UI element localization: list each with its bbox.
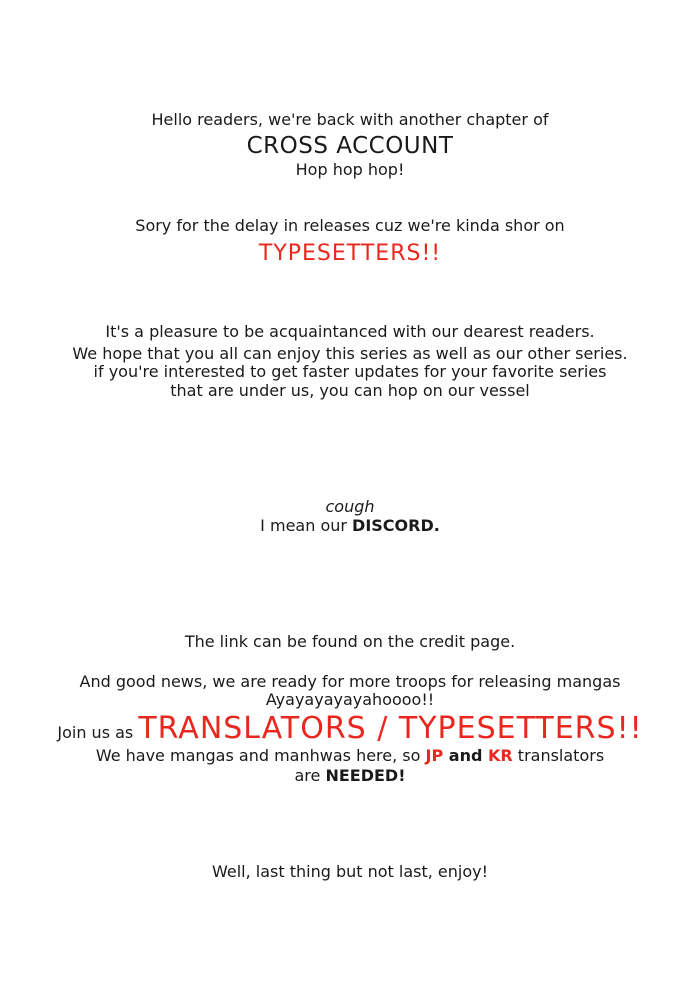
greeting-text: Hello readers, we're back with another chapter of (151, 110, 549, 129)
needed-line (0, 766, 700, 786)
hop-text: Hop hop hop! (295, 160, 405, 179)
pleasure-line-4: that are under us, you can hop on our vessel (170, 381, 530, 400)
discord-prefix: I mean our (260, 516, 353, 535)
mangas-prefix: We have mangas and manhwas here, so (95, 746, 426, 765)
discord-line (0, 516, 700, 536)
pleasure-line-1: It's a pleasure to be acquaintanced with our dearest readers. (105, 322, 595, 341)
pleasure-line-3: if you're interested to get faster updates for your favorite series (93, 362, 607, 381)
kr-label: KR (487, 746, 513, 765)
link-text: The link can be found on the credit page. (184, 632, 516, 651)
join-line (0, 712, 700, 750)
cough-text: cough (325, 497, 375, 516)
typesetters-highlight: TYPESETTERS!! (258, 241, 442, 266)
good-news-text: And good news, we are ready for more troops for releasing mangas (79, 672, 621, 691)
closing-text: Well, last thing but not last, enjoy! (211, 862, 489, 881)
mangas-line (0, 746, 700, 766)
series-title: CROSS ACCOUNT (246, 133, 454, 159)
discord-name: DISCORD. (352, 516, 440, 535)
join-prefix: Join us as (57, 723, 139, 742)
mangas-suffix: translators (512, 746, 605, 765)
delay-text: Sory for the delay in releases cuz we're kinda shor on (135, 216, 565, 235)
jp-label: JP (425, 746, 444, 765)
join-roles: TRANSLATORS / TYPESETTERS!! (138, 711, 643, 746)
pleasure-line-2: We hope that you all can enjoy this series as well as our other series. (72, 344, 628, 363)
are-label: are (294, 766, 326, 785)
cheer-text: Ayayayayayahoooo!! (265, 690, 435, 709)
needed-label: NEEDED! (325, 766, 406, 785)
and-label: and (443, 746, 488, 765)
